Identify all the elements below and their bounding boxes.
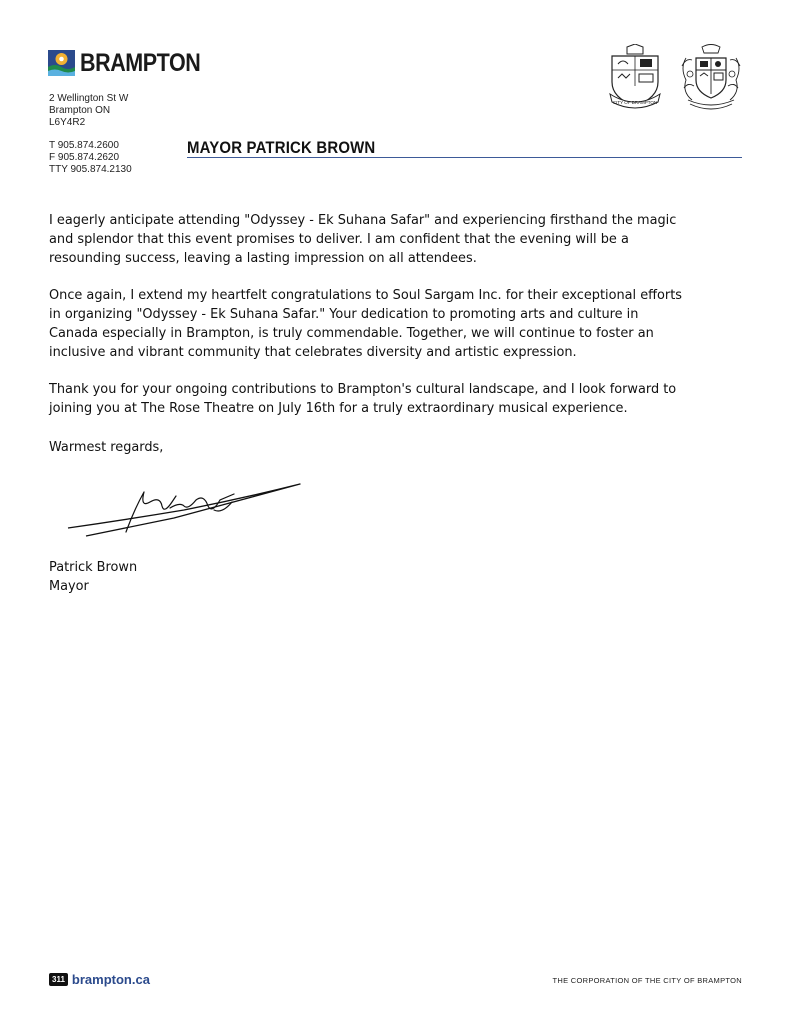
office-title: MAYOR PATRICK BROWN (187, 138, 376, 157)
address-line: L6Y4R2 (49, 117, 86, 128)
brand-wordmark: BRAMPTON (80, 49, 201, 77)
letter-paragraph: Once again, I extend my heartfelt congratulations to Soul Sargam Inc. for their exceptional efforts in organizing "Odyssey - Ek Suhana Safar." Your dedication to promoting arts and culture in Canada especially in Brampton, is truly commendable. Together, we will continue to foster an inclusive and vibrant community that celebrates diversity and artistic expression. (49, 288, 683, 360)
phone-line: T 905.874.2600 (49, 140, 119, 151)
corporation-name: THE CORPORATION OF THE CITY OF BRAMPTON (552, 976, 742, 985)
address-block (49, 93, 128, 129)
fax-line: F 905.874.2620 (49, 152, 120, 163)
letter-body (49, 211, 689, 436)
brampton-flower-icon (48, 50, 75, 76)
title-rule (187, 157, 742, 158)
brampton-logo (48, 50, 220, 76)
address-line: 2 Wellington St W (49, 93, 129, 104)
crest-banner-text: CITY OF BRAMPTON (612, 100, 658, 105)
signature-image (64, 480, 304, 540)
signer-block (49, 558, 137, 596)
coat-of-arms-icon (678, 44, 744, 110)
letter-paragraph: I eagerly anticipate attending "Odyssey - Ek Suhana Safar" and experiencing firsthand the magic and splendor that this event promises to deliver. I am confident that the evening will be a resounding success, leaving a lasting impression on all attendees. (49, 213, 677, 266)
signer-name: Patrick Brown (49, 560, 138, 575)
website-link[interactable]: brampton.ca (71, 972, 150, 987)
phone-block (49, 140, 132, 176)
address-line: Brampton ON (49, 105, 111, 116)
letter-paragraph: Thank you for your ongoing contributions to Brampton's cultural landscape, and I look forward to joining you at The Rose Theatre on July 16th for a truly extraordinary musical experience. (49, 382, 677, 416)
tty-line: TTY 905.874.2130 (49, 164, 132, 175)
311-badge: 311 (49, 973, 68, 986)
footer-contact (49, 972, 150, 987)
city-crest-icon (606, 44, 664, 110)
signer-title: Mayor (49, 579, 89, 594)
closing-salutation: Warmest regards, (49, 440, 164, 455)
